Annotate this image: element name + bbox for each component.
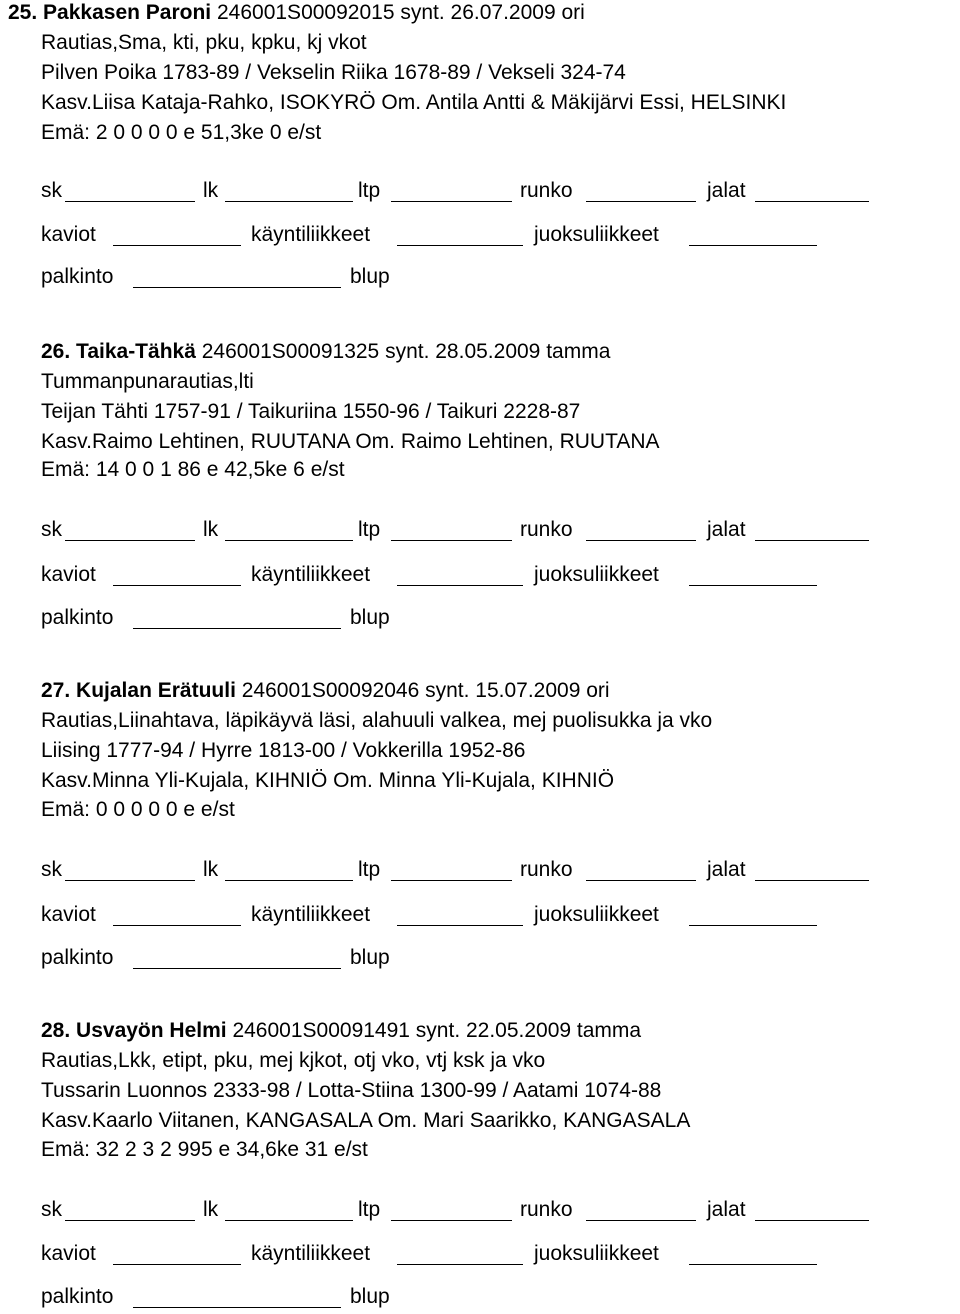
sk-field[interactable] (65, 540, 195, 541)
kaviot-field[interactable] (113, 585, 241, 586)
entry-number: 25. (8, 1, 38, 24)
juoksuliikkeet-field[interactable] (689, 585, 817, 586)
lk-field[interactable] (225, 201, 353, 202)
kaviot-label: kaviot (41, 223, 96, 246)
palkinto-label: palkinto (41, 1285, 114, 1308)
sk-label: sk (41, 858, 62, 881)
dam-record: Emä: 2 0 0 0 0 e 51,3ke 0 e/st (41, 121, 322, 144)
entry-heading (41, 337, 610, 367)
lk-label: lk (203, 858, 219, 881)
jalat-label: jalat (707, 518, 746, 541)
runko-label: runko (520, 1198, 573, 1221)
kayntiliikkeet-field[interactable] (397, 925, 523, 926)
pedigree: Pilven Poika 1783-89 / Vekselin Riika 1678-89 / Vekseli 324-74 (41, 61, 626, 84)
kaviot-label: kaviot (41, 563, 96, 586)
palkinto-field[interactable] (133, 1307, 341, 1308)
kayntiliikkeet-field[interactable] (397, 585, 523, 586)
sk-label: sk (41, 179, 62, 202)
jalat-field[interactable] (755, 1220, 869, 1221)
runko-field[interactable] (586, 880, 696, 881)
entry-heading (41, 1016, 641, 1046)
lk-label: lk (203, 518, 219, 541)
lk-label: lk (203, 179, 219, 202)
ltp-field[interactable] (391, 1220, 512, 1221)
kayntiliikkeet-label: käyntiliikkeet (251, 563, 371, 586)
horse-details: 246001S00092015 synt. 26.07.2009 ori (216, 1, 585, 24)
breeder-owner: Kasv.Raimo Lehtinen, RUUTANA Om. Raimo Lehtinen, RUUTANA (41, 430, 660, 453)
juoksuliikkeet-field[interactable] (689, 925, 817, 926)
horse-color: Rautias,Lkk, etipt, pku, mej kjkot, otj vko, vtj ksk ja vko (41, 1049, 546, 1072)
sk-label: sk (41, 1198, 62, 1221)
entry-number: 26. (41, 340, 71, 363)
horse-color: Tummanpunarautias,lti (41, 370, 254, 393)
dam-record: Emä: 14 0 0 1 86 e 42,5ke 6 e/st (41, 458, 345, 481)
lk-field[interactable] (225, 540, 353, 541)
kaviot-label: kaviot (41, 903, 96, 926)
kaviot-field[interactable] (113, 245, 241, 246)
runko-label: runko (520, 179, 573, 202)
lk-field[interactable] (225, 1220, 353, 1221)
palkinto-field[interactable] (133, 287, 341, 288)
kaviot-field[interactable] (113, 1264, 241, 1265)
juoksuliikkeet-label: juoksuliikkeet (534, 563, 659, 586)
horse-color: Rautias,Sma, kti, pku, kpku, kj vkot (41, 31, 367, 54)
jalat-field[interactable] (755, 880, 869, 881)
runko-field[interactable] (586, 1220, 696, 1221)
juoksuliikkeet-label: juoksuliikkeet (534, 1242, 659, 1265)
juoksuliikkeet-field[interactable] (689, 1264, 817, 1265)
blup-label: blup (350, 946, 390, 969)
kayntiliikkeet-field[interactable] (397, 245, 523, 246)
ltp-label: ltp (358, 179, 381, 202)
breeder-owner: Kasv.Liisa Kataja-Rahko, ISOKYRÖ Om. Antila Antti & Mäkijärvi Essi, HELSINKI (41, 91, 787, 114)
palkinto-field[interactable] (133, 628, 341, 629)
horse-details: 246001S00091491 synt. 22.05.2009 tamma (232, 1019, 642, 1042)
pedigree: Teijan Tähti 1757-91 / Taikuriina 1550-96 / Taikuri 2228-87 (41, 400, 581, 423)
jalat-label: jalat (707, 179, 746, 202)
ltp-field[interactable] (391, 540, 512, 541)
horse-name: Kujalan Erätuuli (76, 679, 236, 702)
entry-number: 28. (41, 1019, 71, 1042)
juoksuliikkeet-label: juoksuliikkeet (534, 223, 659, 246)
horse-details: 246001S00092046 synt. 15.07.2009 ori (241, 679, 610, 702)
jalat-field[interactable] (755, 201, 869, 202)
sk-label: sk (41, 518, 62, 541)
ltp-field[interactable] (391, 880, 512, 881)
dam-record: Emä: 32 2 3 2 995 e 34,6ke 31 e/st (41, 1138, 368, 1161)
kaviot-field[interactable] (113, 925, 241, 926)
runko-label: runko (520, 518, 573, 541)
horse-name: Pakkasen Paroni (43, 1, 212, 24)
juoksuliikkeet-label: juoksuliikkeet (534, 903, 659, 926)
palkinto-field[interactable] (133, 968, 341, 969)
entry-number: 27. (41, 679, 71, 702)
jalat-field[interactable] (755, 540, 869, 541)
entry-heading (8, 0, 585, 28)
lk-label: lk (203, 1198, 219, 1221)
pedigree: Liising 1777-94 / Hyrre 1813-00 / Vokkerilla 1952-86 (41, 739, 526, 762)
jalat-label: jalat (707, 858, 746, 881)
kaviot-label: kaviot (41, 1242, 96, 1265)
runko-field[interactable] (586, 201, 696, 202)
blup-label: blup (350, 1285, 390, 1308)
ltp-label: ltp (358, 1198, 381, 1221)
runko-label: runko (520, 858, 573, 881)
palkinto-label: palkinto (41, 265, 114, 288)
ltp-label: ltp (358, 518, 381, 541)
ltp-label: ltp (358, 858, 381, 881)
kayntiliikkeet-label: käyntiliikkeet (251, 223, 371, 246)
dam-record: Emä: 0 0 0 0 0 e e/st (41, 798, 235, 821)
kayntiliikkeet-field[interactable] (397, 1264, 523, 1265)
horse-name: Taika-Tähkä (76, 340, 196, 363)
horse-color: Rautias,Liinahtava, läpikäyvä läsi, alahuuli valkea, mej puolisukka ja vko (41, 709, 713, 732)
horse-details: 246001S00091325 synt. 28.05.2009 tamma (201, 340, 611, 363)
jalat-label: jalat (707, 1198, 746, 1221)
juoksuliikkeet-field[interactable] (689, 245, 817, 246)
breeder-owner: Kasv.Kaarlo Viitanen, KANGASALA Om. Mari Saarikko, KANGASALA (41, 1109, 691, 1132)
blup-label: blup (350, 265, 390, 288)
lk-field[interactable] (225, 880, 353, 881)
breeder-owner: Kasv.Minna Yli-Kujala, KIHNIÖ Om. Minna Yli-Kujala, KIHNIÖ (41, 769, 615, 792)
runko-field[interactable] (586, 540, 696, 541)
ltp-field[interactable] (391, 201, 512, 202)
palkinto-label: palkinto (41, 946, 114, 969)
kayntiliikkeet-label: käyntiliikkeet (251, 903, 371, 926)
sk-field[interactable] (65, 1220, 195, 1221)
pedigree: Tussarin Luonnos 2333-98 / Lotta-Stiina 1300-99 / Aatami 1074-88 (41, 1079, 662, 1102)
blup-label: blup (350, 606, 390, 629)
sk-field[interactable] (65, 201, 195, 202)
kayntiliikkeet-label: käyntiliikkeet (251, 1242, 371, 1265)
sk-field[interactable] (65, 880, 195, 881)
horse-name: Usvayön Helmi (76, 1019, 227, 1042)
entry-heading (41, 676, 610, 706)
palkinto-label: palkinto (41, 606, 114, 629)
